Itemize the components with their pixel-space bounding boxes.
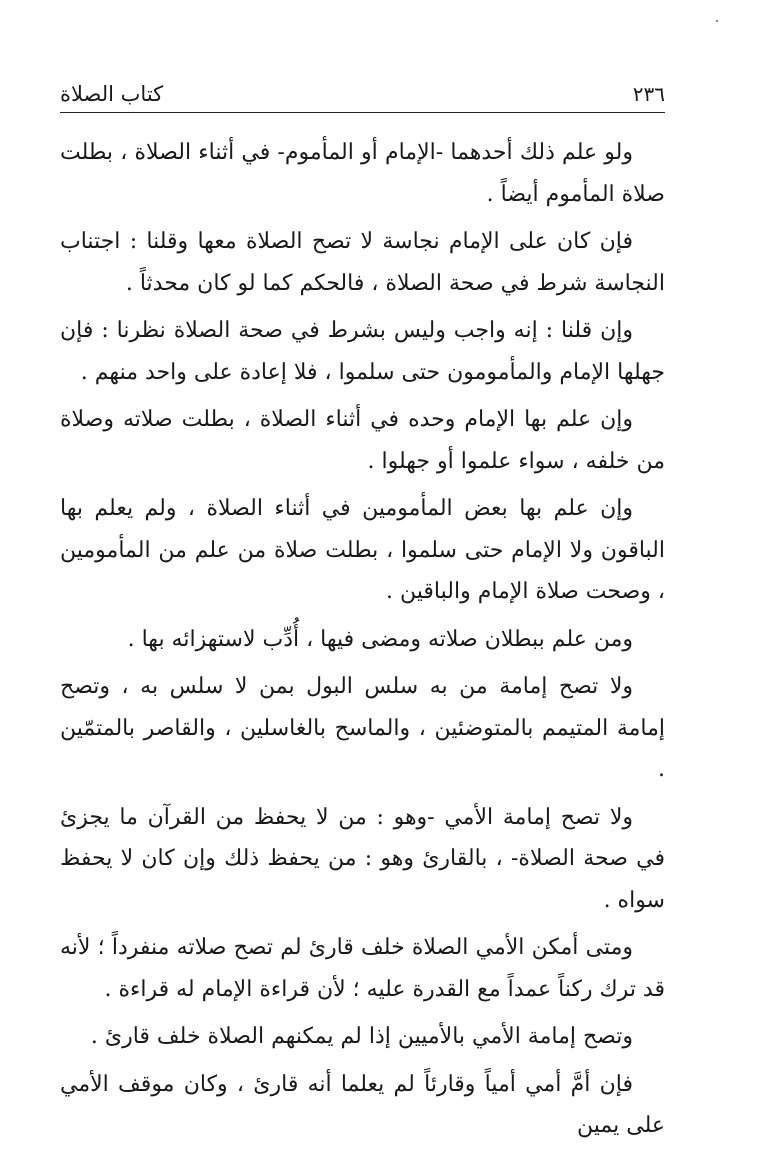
paragraph: فإن أمَّ أمي أمياً وقارئاً لم يعلما أنه قارئ ، وكان موقف الأمي على يمين — [60, 1071, 665, 1138]
page-header — [60, 78, 665, 113]
paragraph: وتصح إمامة الأمي بالأميين إذا لم يمكنهم الصلاة خلف قارئ . — [90, 1024, 633, 1049]
paragraph: ولا تصح إمامة من به سلس البول بمن لا سلس به ، وتصح إمامة المتيمم بالمتوضئين ، والماسح بالغاسلين ، والقاصر بالمتمّين . — [60, 674, 665, 782]
paragraph: وإن قلنا : إنه واجب وليس بشرط في صحة الصلاة نظرنا : فإن جهلها الإمام والمأمومون حتى سلموا ، فلا إعادة على واحد منهم . — [60, 318, 665, 385]
running-title: كتاب الصلاة — [60, 82, 164, 106]
paragraph: ومن علم ببطلان صلاته ومضى فيها ، أُدِّب لاستهزائه بها . — [127, 626, 633, 652]
paragraph: ولو علم ذلك أحدهما -الإمام أو المأموم- في أثناء الصلاة ، بطلت صلاة المأموم أيضاً . — [60, 140, 665, 207]
body-text — [60, 132, 665, 1153]
paragraph: وإن علم بها بعض المأمومين في أثناء الصلاة ، ولم يعلم بها الباقون ولا الإمام حتى سلموا ، بطلت صلاة من علم من المأمومين ، وصحت صلاة الإمام والباقين . — [60, 496, 665, 604]
scan-speck — [716, 20, 718, 22]
paragraph: وإن علم بها الإمام وحده في أثناء الصلاة ، بطلت صلاته وصلاة من خلفه ، سواء علموا أو جهلوا . — [60, 407, 665, 474]
paragraph: فإن كان على الإمام نجاسة لا تصح الصلاة معها وقلنا : اجتناب النجاسة شرط في صحة الصلاة ، فالحكم كما لو كان محدثاً . — [60, 229, 665, 296]
paragraph: ولا تصح إمامة الأمي -وهو : من لا يحفظ من القرآن ما يجزئ في صحة الصلاة- ، بالقارئ وهو : من يحفظ ذلك وإن كان لا يحفظ سواه . — [60, 804, 665, 913]
paragraph: ومتى أمكن الأمي الصلاة خلف قارئ لم تصح صلاته منفرداً ؛ لأنه قد ترك ركناً عمداً مع القدرة عليه ؛ لأن قراءة الإمام له قراءة . — [60, 935, 665, 1002]
page-number: ٢٣٦ — [632, 82, 665, 106]
